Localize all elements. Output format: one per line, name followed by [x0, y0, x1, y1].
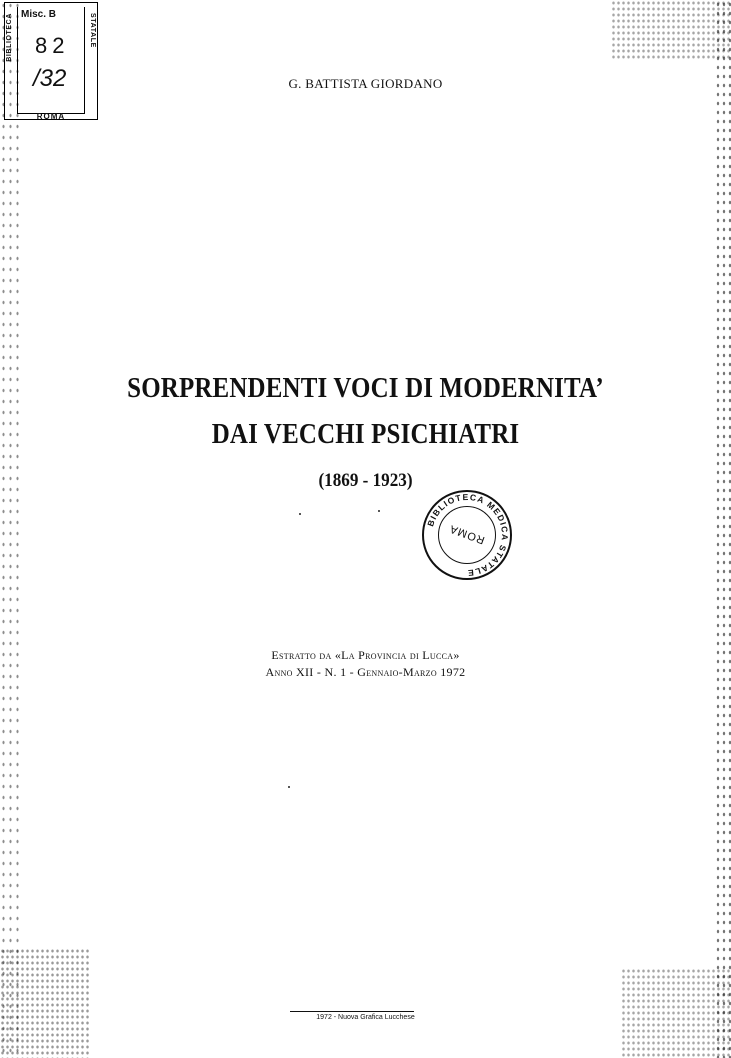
extract-source: Estratto da «La Provincia di Lucca» [271, 648, 460, 662]
extract-issue: Anno XII - N. 1 - Gennaio-Marzo 1972 [265, 665, 466, 679]
ink-speck [378, 510, 380, 512]
printer-imprint: 1972 - Nuova Grafica Lucchese [316, 1014, 415, 1021]
stamp-center-text: ROMA [447, 522, 487, 546]
scan-corner-bottom-right [621, 968, 731, 1058]
library-shelfmark-label [4, 2, 98, 120]
scan-edge-left [0, 0, 22, 1058]
label-side-left: BIBLIOTECA [6, 13, 13, 62]
title-line-1: SORPRENDENTI VOCI DI MODERNITA’ [127, 372, 604, 404]
ink-speck [288, 786, 290, 788]
scan-corner-bottom-left [0, 948, 90, 1058]
ink-speck [299, 513, 301, 515]
stamp-ring-text: BIBLIOTECA MEDICA STATALE [425, 491, 511, 579]
scan-edge-right [715, 0, 731, 1058]
label-frame [17, 7, 85, 114]
imprint-rule [290, 1011, 414, 1012]
label-number-1: 82 [35, 33, 70, 58]
years-range: (1869 - 1923) [318, 470, 413, 491]
scan-corner-top-right [611, 0, 731, 60]
label-side-right: STATALE [89, 13, 96, 48]
author-name: G. BATTISTA GIORDANO [288, 76, 443, 91]
library-round-stamp [422, 490, 512, 580]
label-misc: Misc. B [21, 9, 57, 20]
label-number-2: /32 [33, 65, 67, 92]
title-line-2: DAI VECCHI PSICHIATRI [211, 418, 520, 450]
label-bottom: ROMA [36, 112, 66, 121]
